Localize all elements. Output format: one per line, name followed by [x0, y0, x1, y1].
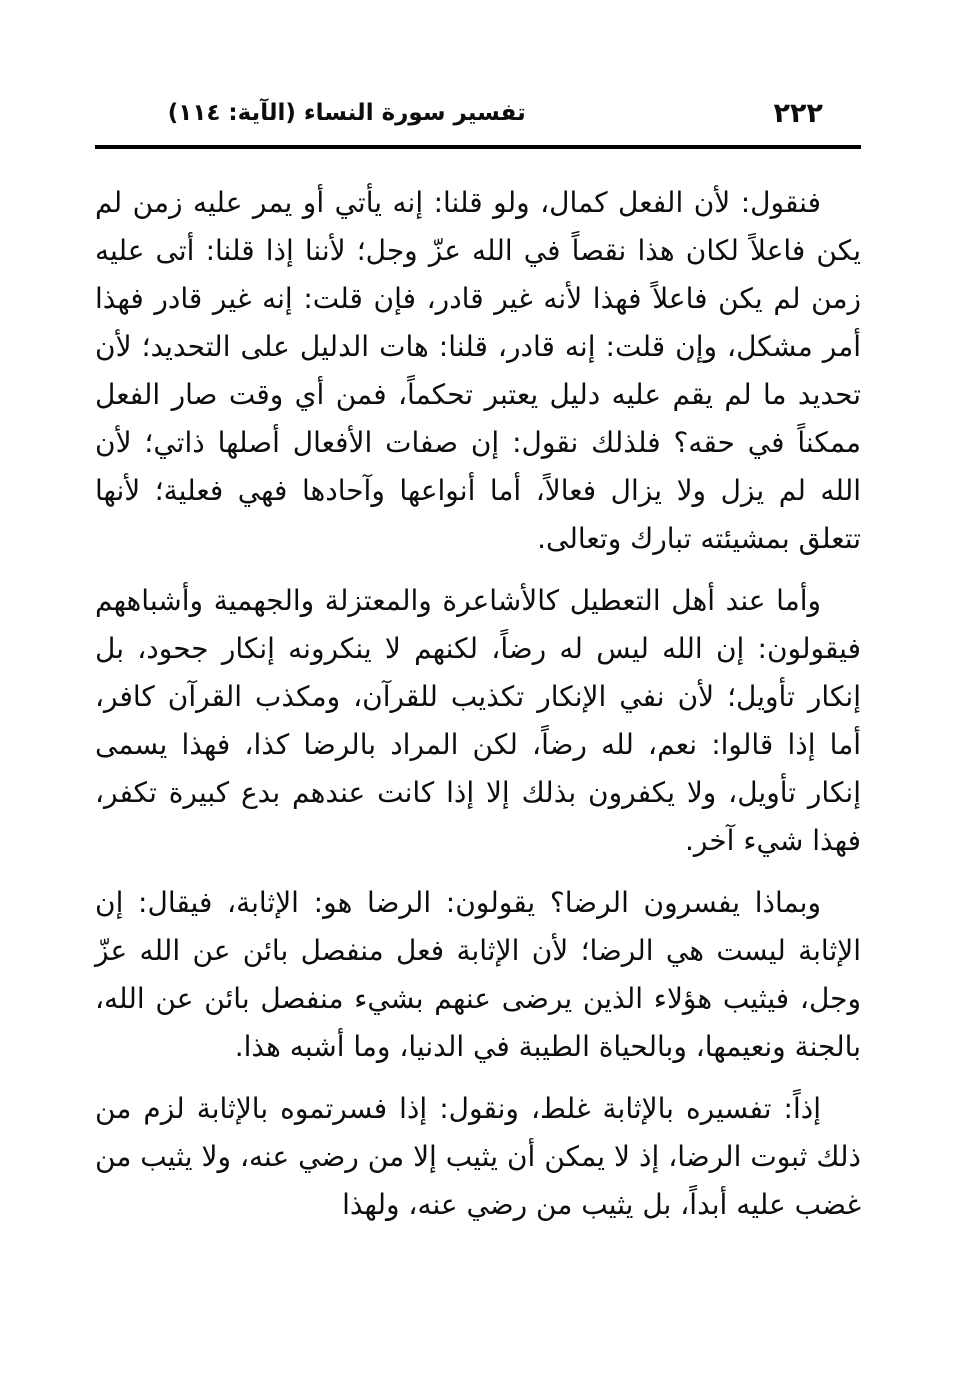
page-body: [95, 179, 861, 1229]
page-header-title: تفسير سورة النساء (الآية: ١١٤): [167, 100, 526, 126]
header-rule: [95, 145, 861, 149]
page-number: ٢٢٢: [773, 98, 823, 129]
page-header: [95, 98, 861, 149]
paragraph: وبماذا يفسرون الرضا؟ يقولون: الرضا هو: الإثابة، فيقال: إن الإثابة ليست هي الرضا؛ لأن الإثابة فعل منفصل بائن عن الله عزّ وجل، فيثيب هؤلاء الذين يرضى عنهم بشيء منفصل بائن عن الله، بالجنة ونعيمها، وبالحياة الطيبة في الدنيا، وما أشبه هذا.: [95, 886, 861, 1063]
paragraph: فنقول: لأن الفعل كمال، ولو قلنا: إنه يأتي أو يمر عليه زمن لم يكن فاعلاً لكان هذا نقصاً في الله عزّ وجل؛ لأننا إذا قلنا: أتى عليه زمن لم يكن فاعلاً فهذا لأنه غير قادر، فإن قلت: إنه غير قادر فهذا أمر مشكل، وإن قلت: إنه قادر، قلنا: هات الدليل على التحديد؛ لأن تحديد ما لم يقم عليه دليل يعتبر تحكماً، فمن أي وقت صار الفعل ممكناً في حقه؟ فلذلك نقول: إن صفات الأفعال أصلها ذاتي؛ لأن الله لم يزل ولا يزال فعالاً، أما أنواعها وآحادها فهي فعلية؛ لأنها تتعلق بمشيئته تبارك وتعالى.: [95, 186, 861, 555]
header-row: [95, 98, 861, 142]
paragraph: وأما عند أهل التعطيل كالأشاعرة والمعتزلة والجهمية وأشباههم فيقولون: إن الله ليس له رضاً، لكنهم لا ينكرونه إنكار جحود، بل إنكار تأويل؛ لأن نفي الإنكار تكذيب للقرآن، ومكذب القرآن كافر، أما إذا قالوا: نعم، لله رضاً، لكن المراد بالرضا كذا، فهذا يسمى إنكار تأويل، ولا يكفرون بذلك إلا إذا كانت عندهم بدع كبيرة تكفر، فهذا شيء آخر.: [95, 584, 861, 857]
paragraph: إذاً: تفسيره بالإثابة غلط، ونقول: إذا فسرتموه بالإثابة لزم من ذلك ثبوت الرضا، إذ لا يمكن أن يثيب إلا من رضي عنه، ولا يثيب من غضب عليه أبداً، بل يثيب من رضي عنه، ولهذا: [95, 1092, 861, 1221]
